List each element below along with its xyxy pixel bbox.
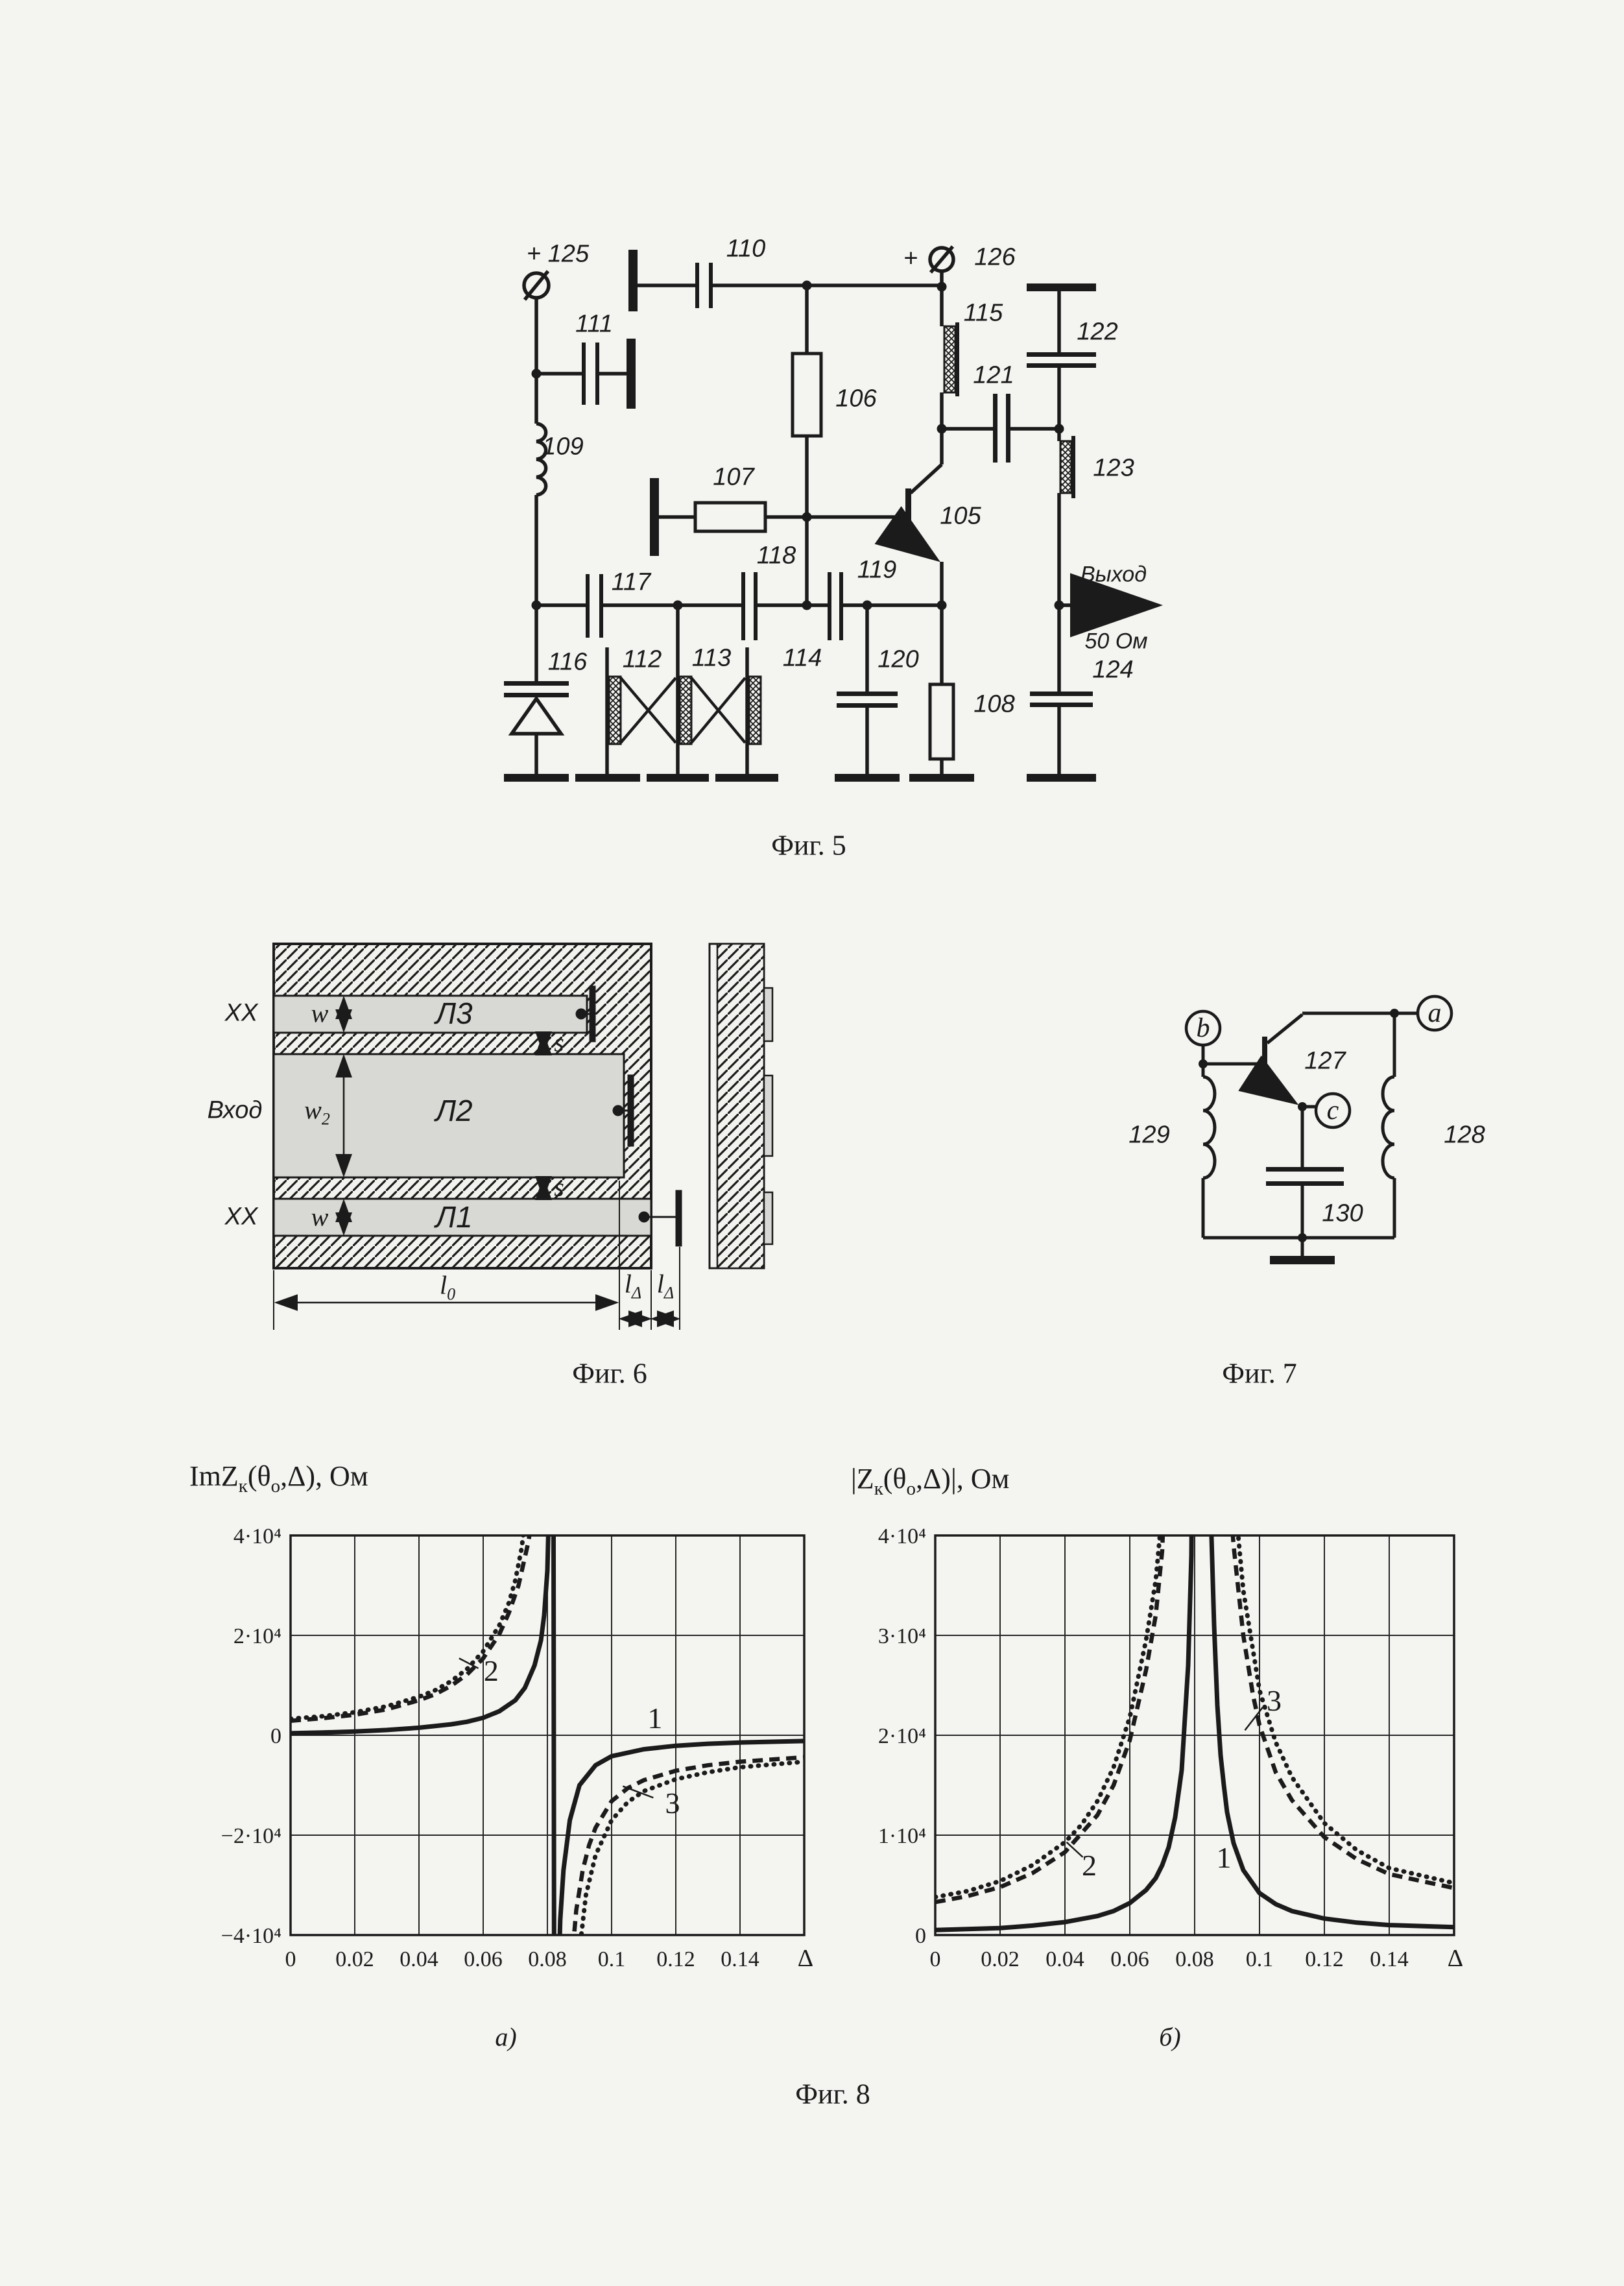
fig6-label-l0: $l_0$ [439, 1270, 456, 1304]
fig5-label-113: 113 [691, 644, 732, 672]
fig5-label-105: 105 [940, 502, 981, 530]
svg-text:0.12: 0.12 [1305, 1947, 1344, 1971]
fig5-label-111: 111 [575, 310, 613, 338]
resonator-123 [1060, 441, 1071, 493]
fig7-label-b: b [1196, 1013, 1210, 1043]
svg-text:0.04: 0.04 [400, 1947, 438, 1971]
svg-text:Δ: Δ [1447, 1945, 1464, 1972]
transistor-127-base-bar [1262, 1037, 1267, 1092]
fig5-label-126: 126 [974, 243, 1016, 271]
ground-bar [909, 774, 974, 782]
fig5-label-115: 115 [963, 299, 1003, 327]
svg-text:0.02: 0.02 [981, 1947, 1020, 1971]
curve-number-label: 3 [1267, 1684, 1282, 1718]
varactor-116-diode [512, 699, 561, 734]
svg-text:0.14: 0.14 [721, 1947, 759, 1971]
fig7-label-129: 129 [1128, 1121, 1170, 1149]
fig5-label-50om: 50 Ом [1084, 629, 1148, 654]
fig6-label-w-top: w [311, 998, 329, 1028]
svg-text:1·10⁴: 1·10⁴ [878, 1824, 926, 1848]
fig6-caption: Фиг. 6 [572, 1357, 647, 1390]
curve-number-label: 3 [665, 1786, 680, 1820]
fig6-label-ldelta1: $l_\Delta$ [624, 1269, 642, 1303]
svg-text:−2·10⁴: −2·10⁴ [221, 1824, 281, 1848]
transistor-105-base-bar [905, 488, 911, 545]
fig7-transistor-circuit [1070, 941, 1524, 1278]
chart-a-title: $ImZ_к(\theta_о,\Delta)$, Ом [189, 1460, 368, 1497]
fig6-label-w-bot: w [311, 1202, 329, 1232]
substrate-side-view [710, 944, 772, 1268]
svg-text:4·10⁴: 4·10⁴ [878, 1524, 926, 1548]
fig5-label-122: 122 [1077, 318, 1118, 346]
fig6-label-s-bot: s [554, 1172, 564, 1202]
fig7-label-c: c [1326, 1096, 1339, 1125]
chart-imz [156, 1453, 843, 1991]
fig5-circuit-diagram [448, 208, 1200, 804]
fig5-label-110: 110 [726, 235, 766, 263]
ground-bar [835, 774, 900, 782]
fig6-label-vhod: Вход [207, 1096, 263, 1124]
fig6-label-xx-bot: XX [224, 1203, 258, 1231]
ground-bar [575, 774, 640, 782]
fig7-label-128: 128 [1444, 1121, 1485, 1149]
fig5-label-109: 109 [542, 433, 584, 461]
fig6-label-w2: $w_2$ [304, 1095, 330, 1129]
fig7-label-130: 130 [1322, 1199, 1363, 1227]
svg-text:2·10⁴: 2·10⁴ [233, 1624, 281, 1648]
svg-text:0: 0 [285, 1947, 296, 1971]
svg-text:2·10⁴: 2·10⁴ [878, 1724, 926, 1748]
tick-labels [878, 1524, 1463, 1972]
svg-text:0: 0 [270, 1724, 281, 1748]
fig5-label-120: 120 [878, 645, 919, 673]
fig5-label-121: 121 [973, 361, 1014, 389]
fig6-microstrip-diagram [195, 934, 791, 1336]
resistor-108 [930, 684, 953, 759]
resistor-107 [695, 503, 765, 531]
svg-text:0.04: 0.04 [1045, 1947, 1084, 1971]
tick-labels [221, 1524, 814, 1972]
fig5-label-124: 124 [1092, 656, 1134, 684]
fig6-label-xx-top: XX [224, 999, 258, 1027]
fig5-label-123: 123 [1093, 454, 1134, 482]
fig6-label-L1: Л1 [435, 1200, 473, 1234]
fig7-label-127: 127 [1304, 1047, 1346, 1075]
svg-text:3·10⁴: 3·10⁴ [878, 1624, 926, 1648]
svg-text:0.06: 0.06 [464, 1947, 503, 1971]
capacitor-130-plate [1266, 1181, 1344, 1186]
fig5-label-106: 106 [835, 385, 877, 413]
svg-text:0: 0 [929, 1947, 941, 1971]
fig5-resistors [695, 354, 953, 759]
resonator-114 [749, 677, 761, 744]
fig8-sublabel-a: а) [495, 2022, 517, 2052]
fig7-label-a: a [1427, 998, 1442, 1028]
chart-svg-a [156, 1453, 843, 1991]
resonator-115 [944, 326, 955, 392]
fig5-label-117: 117 [611, 568, 651, 596]
resonator-113 [680, 677, 691, 744]
svg-text:0.12: 0.12 [656, 1947, 695, 1971]
svg-text:−4·10⁴: −4·10⁴ [221, 1924, 281, 1948]
fig6-label-ldelta2: $l_\Delta$ [656, 1269, 675, 1303]
transistor-127-emitter [1267, 1085, 1293, 1101]
fig5-label-116: 116 [547, 648, 588, 676]
svg-text:0: 0 [915, 1924, 926, 1948]
fig5-label-114: 114 [782, 644, 822, 672]
svg-text:0.02: 0.02 [335, 1947, 374, 1971]
svg-text:0.1: 0.1 [597, 1947, 626, 1971]
inductor-128 [1383, 1077, 1394, 1178]
fig5-label-108: 108 [973, 690, 1015, 718]
svg-text:0.1: 0.1 [1245, 1947, 1274, 1971]
fig5-label-vyhod: Выход [1080, 562, 1147, 587]
transistor-105-collector [911, 464, 942, 493]
resistor-106 [793, 354, 821, 436]
curve-number-label: 2 [1082, 1849, 1097, 1883]
fig5-caption: Фиг. 5 [771, 829, 846, 861]
fig5-label-107: 107 [713, 463, 754, 491]
svg-text:0.06: 0.06 [1110, 1947, 1149, 1971]
capacitor-130-plate [1266, 1167, 1344, 1172]
svg-text:Δ: Δ [797, 1945, 814, 1972]
fig6-label-s-top: s [554, 1028, 564, 1057]
ground-bar [647, 774, 709, 782]
ground-bar [715, 774, 778, 782]
curve-number-label: 1 [647, 1702, 663, 1735]
fig5-label-125: + 125 [526, 240, 590, 268]
fig6-label-L2: Л2 [435, 1094, 473, 1127]
svg-text:0.08: 0.08 [1175, 1947, 1214, 1971]
inductor-129 [1203, 1077, 1215, 1178]
chart-b-title: $|Z_к(\theta_о,\Delta)|$, Ом [851, 1463, 1010, 1499]
fig5-label-118: 118 [756, 542, 796, 570]
svg-text:4·10⁴: 4·10⁴ [233, 1524, 281, 1548]
curve-2-dashed [291, 1506, 534, 1721]
gridlines [935, 1535, 1454, 1935]
curve-number-label: 2 [483, 1654, 499, 1687]
chart-absz [843, 1453, 1531, 1991]
transistor-127-collector [1267, 1015, 1302, 1043]
ground-bar [1270, 1256, 1335, 1264]
curve-3-dashed [571, 1757, 804, 1965]
svg-text:0.14: 0.14 [1370, 1947, 1409, 1971]
transistor-105-emitter [911, 541, 935, 558]
fig7-caption: Фиг. 7 [1222, 1357, 1297, 1390]
fig8-sublabel-b: б) [1159, 2022, 1181, 2052]
fig8-caption: Фиг. 8 [795, 2078, 870, 2110]
fig6-label-L3: Л3 [435, 996, 473, 1030]
ground-bar [504, 774, 569, 782]
resonator-112 [609, 677, 621, 744]
svg-text:0.08: 0.08 [528, 1947, 567, 1971]
fig7-solids [1196, 1009, 1399, 1264]
ground-bar [1027, 774, 1096, 782]
fig5-label-112: 112 [622, 645, 662, 673]
fig5-label-119: 119 [857, 556, 897, 584]
fig5-label-plus126: + [903, 245, 918, 272]
fig7-wires [1186, 996, 1451, 1256]
curve-number-label: 1 [1216, 1840, 1232, 1874]
chart-svg-b [843, 1453, 1531, 1991]
